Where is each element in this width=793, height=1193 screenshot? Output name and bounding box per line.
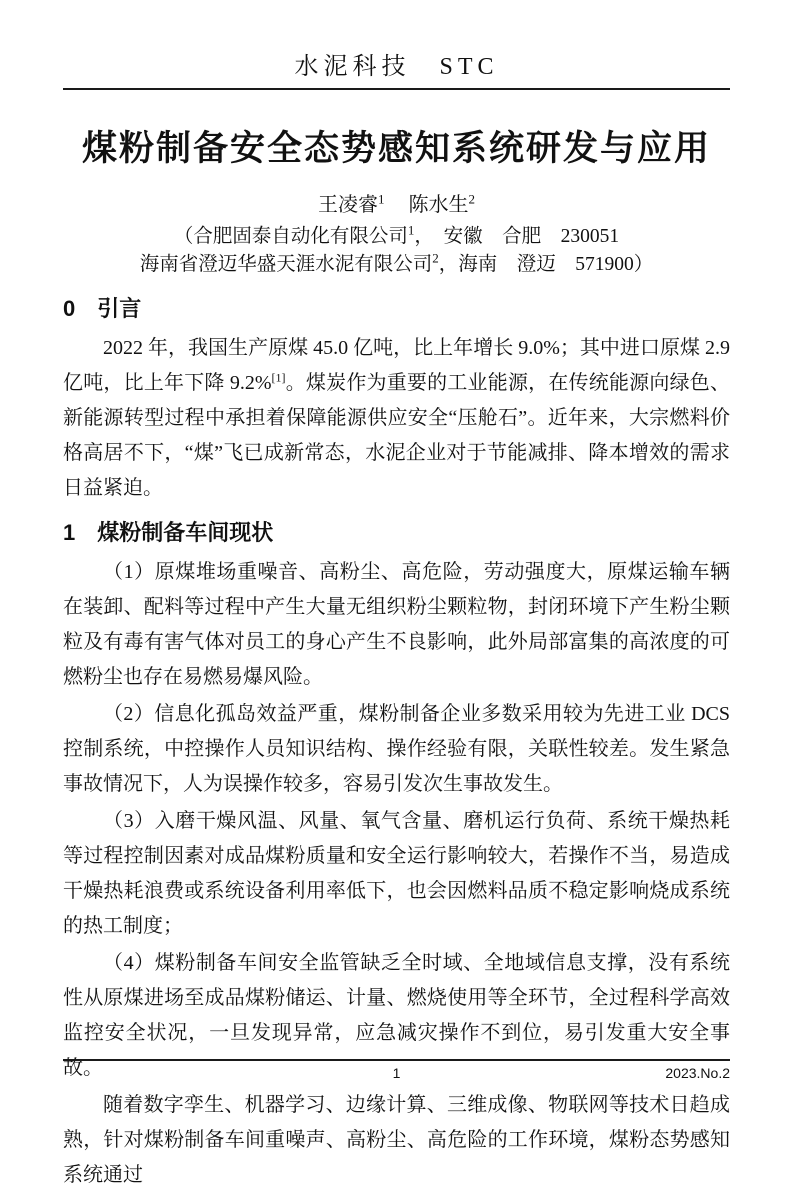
affiliation-text: ，海南 澄迈 571900）	[438, 254, 654, 275]
author-affiliation-superscript: 2	[468, 191, 475, 207]
journal-name: 水泥科技 STC	[294, 54, 499, 80]
body-paragraph: （1）原煤堆场重噪音、高粉尘、高危险，劳动强度大，原煤运输车辆在装卸、配料等过程中产生大量无组织粉尘颗粒物，封闭环境下产生粉尘颗粒及有毒有害气体对员工的身心产生不良影响，此外局部富集的高浓度的可燃粉尘也存在易燃易爆风险。	[63, 561, 730, 688]
affiliation-text: （合肥固泰自动化有限公司	[173, 226, 408, 247]
author-name: 陈水生	[408, 194, 469, 216]
affiliation-superscript: 2	[432, 250, 439, 266]
author-affiliation-superscript: 1	[378, 191, 385, 207]
affiliations-block	[63, 223, 730, 279]
body-paragraph: 随着数字孪生、机器学习、边缘计算、三维成像、物联网等技术日趋成熟，针对煤粉制备车间重噪声、高粉尘、高危险的工作环境，煤粉态势感知系统通过	[63, 1094, 730, 1186]
page-title: 煤粉制备安全态势感知系统研发与应用	[81, 129, 711, 168]
paragraph-text: 。煤炭作为重要的工业能源，在传统能源向绿色、新能源转型过程中承担着保障能源供应安全“压舱石”。近年来，大宗燃料价格高居不下，“煤”飞已成新常态，水泥企业对于节能减排、降本增效的需求日益紧迫。	[63, 372, 730, 499]
issue-label: 2023.No.2	[665, 1065, 730, 1081]
affiliation-superscript: 1	[407, 222, 415, 238]
header-rule-divider	[63, 88, 730, 90]
body-paragraph: （2）信息化孤岛效益严重，煤粉制备企业多数采用较为先进工业 DCS 控制系统，中控操作人员知识结构、操作经验有限，关联性较差。发生紧急事故情况下，人为误操作较多，容易引发次生事故发生。	[63, 703, 730, 795]
section-heading-workshop-status: 1 煤粉制备车间现状	[63, 520, 274, 545]
author-name: 王凌睿	[318, 194, 378, 216]
page-footer	[63, 1059, 730, 1082]
paragraph-text: 2022 年，我国生产原煤 45.0 亿吨，比上年增长 9.0%；其中进口原煤 2.9 亿吨，比上年下降 9.2%	[63, 337, 730, 394]
journal-header	[63, 46, 730, 90]
author-line	[63, 192, 730, 218]
citation-superscript: [1]	[271, 370, 286, 385]
body-paragraph: （4）煤粉制备车间安全监管缺乏全时域、全地域信息支撑，没有系统性从原煤进场至成品煤粉储运、计量、燃烧使用等全环节，全过程科学高效监控安全状况，一旦发现异常，应急减灾操作不到位，易引发重大安全事故。	[63, 952, 730, 1079]
section-heading-introduction: 0 引言	[63, 296, 142, 321]
affiliation-text: ， 安徽 合肥 230051	[414, 226, 620, 247]
footer-rule-divider	[63, 1059, 730, 1061]
body-paragraph: （3）入磨干燥风温、风量、氧气含量、磨机运行负荷、系统干燥热耗等过程控制因素对成品煤粉质量和安全运行影响较大，若操作不当，易造成干燥热耗浪费或系统设备利用率低下，也会因燃料品质不稳定影响烧成系统的热工制度；	[63, 810, 730, 937]
affiliation-line	[63, 223, 730, 251]
page-number: 1	[392, 1065, 401, 1081]
intro-paragraph	[63, 331, 730, 506]
affiliation-line	[63, 251, 730, 279]
affiliation-text: 海南省澄迈华盛天涯水泥有限公司	[139, 254, 433, 275]
footer-row	[63, 1064, 730, 1082]
